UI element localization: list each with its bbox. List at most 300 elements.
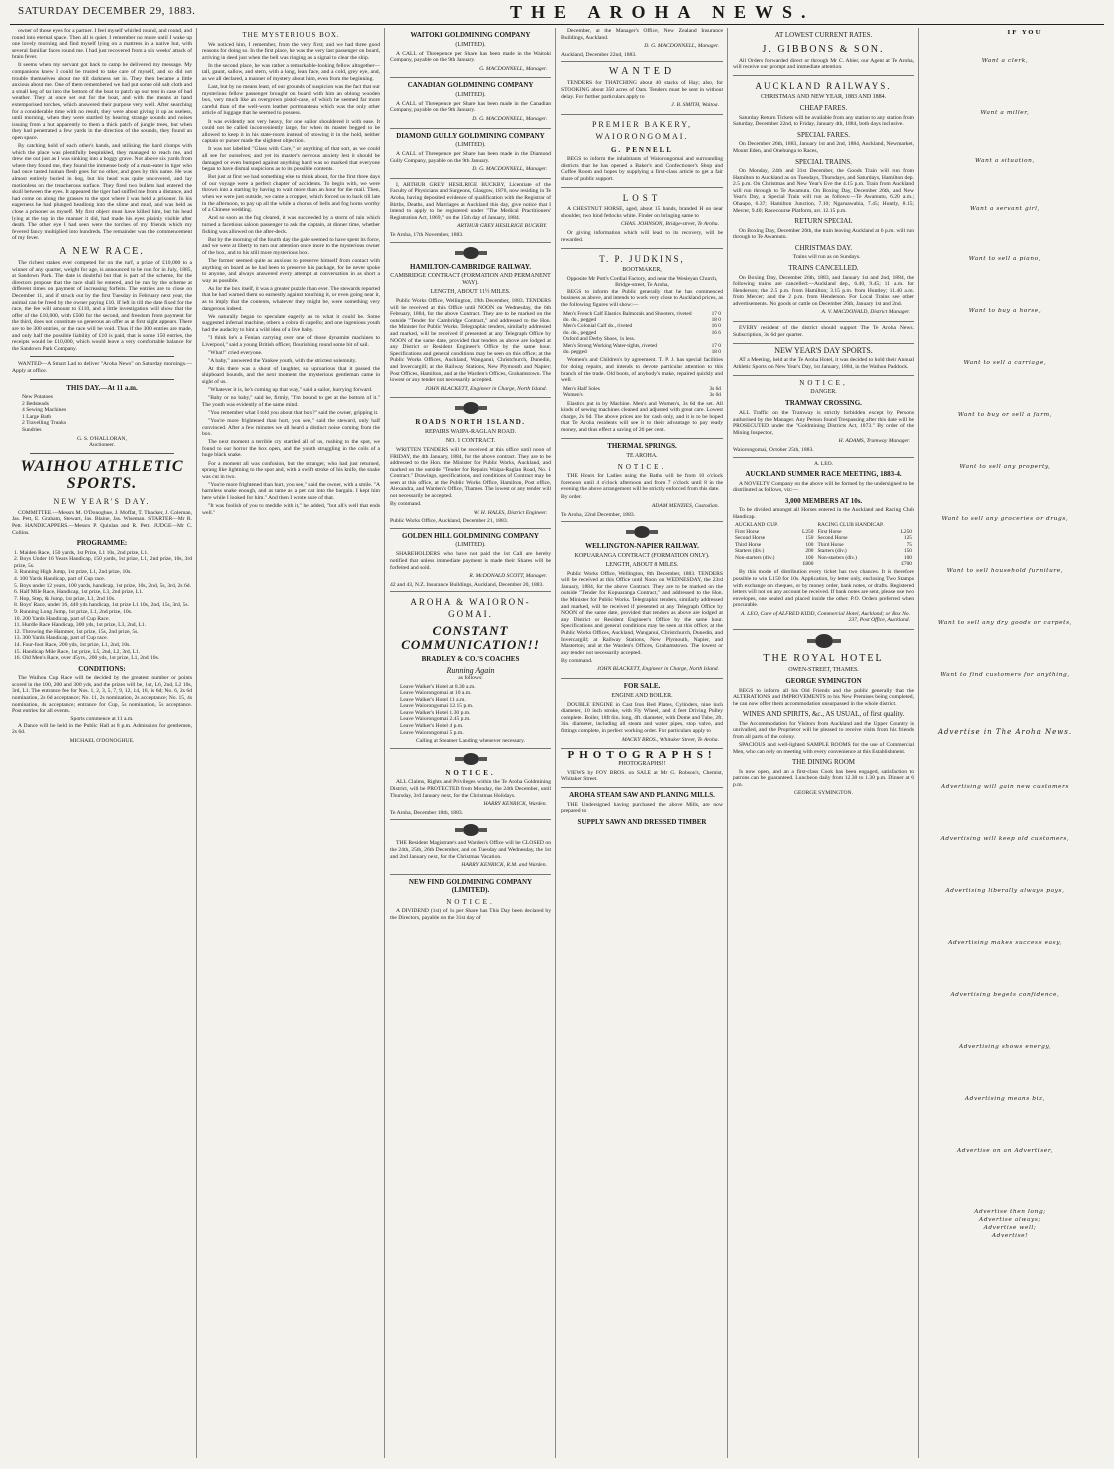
ad-subtitle: (LIMITED). bbox=[455, 142, 486, 149]
list-item: 14. Four-foot Race, 200 yds, 1st prize, L1, 2nd, 10s. bbox=[14, 641, 131, 648]
ad-members: 3,000 MEMBERS AT 10s. bbox=[784, 496, 863, 505]
crest-icon bbox=[453, 401, 489, 415]
want-line: Want to find customers for anything, bbox=[940, 672, 1070, 678]
divider bbox=[30, 453, 174, 454]
sports-heading: WAIHOU ATHLETIC SPORTS. bbox=[20, 457, 184, 492]
ad-address: Opposite Mr Pott's Cordial Factory, and near the Wesleyan Church, Bridge-street, Te Aroha, bbox=[566, 275, 718, 289]
ad-signature: CHAS. JOHNSON, Bridge-street, Te Aroha. bbox=[620, 221, 719, 228]
story-paragraph: By catching hold of each other's hands, and utilising the hard clumps with which the place was plentifully bespinkled, they managed to reach me, and drew me out just as I was sinking into a boggy grave. Not above six yards from where they found me, they found the immense body of a man-eater in tiger who had once tasted human flesh goes for no other, and goes by this name. He was almost entirely buried in bog, but his head was quite uncovered, and lay motionless on the treacherous surface. They fired two bullets had entered the skull between the eyes. It appeared the tiger had sniffed me from a distance, and had come on along the grasses to the spot where I was held a prisoner. In his eagerness he had plunged headlong into the slime and mud, and was held as close a prisoner as myself. My first object must have killed him, but his head lying at the top in the manner it did, had made his eyes plainly visible after death. The other eye I had seen were the torches of my friends which my fevered fancy multiplied into hundreds. The remainder was the commencement of my fever. bbox=[12, 143, 192, 242]
ad-contract: NO. 1 CONTRACT. bbox=[445, 437, 496, 444]
divider bbox=[30, 356, 174, 357]
ad-signature: H. ADAMS, Tramway Manager. bbox=[838, 438, 910, 445]
cell: 150 bbox=[805, 535, 814, 542]
cell: Starters (div.) bbox=[735, 548, 765, 555]
ad-command: By command. bbox=[561, 657, 593, 664]
price-value: 3s 0d bbox=[709, 392, 721, 399]
ad-for-sale bbox=[561, 682, 723, 749]
ad-auckland-railways bbox=[733, 80, 914, 322]
cell: 100 bbox=[805, 554, 814, 561]
column-6 bbox=[930, 28, 1110, 1458]
ad-royal-hotel bbox=[733, 653, 914, 797]
cell: 100 bbox=[805, 541, 814, 548]
newspaper-title: THE AROHA NEWS. bbox=[510, 2, 815, 22]
ad-body: WRITTEN TENDERS will be received at this office until noon of FRIDAY, the 4th January, 1884, for the above contract. They are to be addressed to the Hon. the Minister for Public Works, Auckland, and marked on the outside "Tender for Repairs Waipa-Raglan Road, No. 1 Contract." Drawings, specifications, and conditions of Contract may be seen at this office, at the Public Works Office, Hamilton, Post office, Alexandra, and Warden's Office, Thames. The lowest or any tender will not necessarily be accepted. bbox=[390, 446, 551, 500]
want-line: Want a miller, bbox=[980, 110, 1030, 116]
leo-sig: A. LEO. bbox=[813, 460, 834, 467]
want-line: Want a clerk, bbox=[981, 58, 1029, 64]
ad-as-follows: as follows: bbox=[458, 674, 483, 681]
auction-list bbox=[22, 394, 192, 434]
secretary: MICHAEL O'DONOGHUE. bbox=[69, 737, 135, 744]
ad-signature: D. G. MACDONNELL, Manager. bbox=[472, 115, 547, 122]
ad-canadian bbox=[390, 81, 551, 128]
sports-day: NEW YEAR'S DAY. bbox=[53, 496, 151, 506]
list-item: 16. Old Men's Race, over 45yrs., 200 yds, 1st prize, L1, 2nd 10s. bbox=[14, 655, 160, 662]
ad-title: HAMILTON-CAMBRIDGE RAILWAY. bbox=[410, 262, 531, 271]
story-paragraph: It seems when my servant got back to camp he delivered my message. My companions knew I could be trusted to take care of myself, and so did not trouble themselves about me till darkness set in. They then became a little anxious about me. One of them remembered we had put some old salt cloth and a small keg of tar into the bottom of the boat to patch up our tent in case of bad weather. They at once set out for the boat, and with the means at hand extemporised torches, which answered their purpose very well. After searching for a considerable time with no result, they were about giving it up as useless, until morning, when they were startled by hearing strange sounds and noises issuing from a hut apparently to them a thick patch of jungle trees, but when they had penetrated a few yards in the direction of the sounds, they found an open space. bbox=[12, 62, 192, 141]
ad-subtitle: OWEN-STREET, THAMES. bbox=[788, 667, 859, 674]
list-item: 1 Large Bath bbox=[22, 413, 52, 420]
crest-icon bbox=[453, 823, 489, 837]
cell: First Horse bbox=[817, 528, 842, 535]
ad-title: PHOTOGRAPHS! bbox=[567, 749, 717, 762]
ad-judkins bbox=[561, 253, 723, 439]
ad-subtitle: (LIMITED). bbox=[455, 91, 486, 98]
cell: L250 bbox=[802, 528, 814, 535]
race-paragraph: The richest stakes ever competed for on the turf, a prize of £10,000 to a winner of any quarter, weight for age, is announced to be run for in July, 1885, at Sandown Park. The date is doubtful but that is part of the scheme, for the directors propose that the race shall be entered, and be run by the scheme at different times on payment of increasing forfeits. The entries are to close on December 11, and if struck out by the first Tuesday in February next year, the animal can be freed by the owner paying £10. If left in till the date fixed for the race, the fee will amount to £110, and a little investigation will show that the offer of the £10,000, with £500 for the second, and freedom from payment for the third, does not constitute so generous an offer as at first sight appears. There are to be 300 entries, or the race will be void. Thus if the 300 entries are made, and only half the possible liability of £10 is paid, that is some 150 entries, the receipts would be £10,000, which would leave a very comfortable balance for the Sandown Park Company. bbox=[12, 260, 192, 352]
list-item: New Potatoes bbox=[22, 394, 53, 400]
ad-body: On Boxing Day, December 26th, the train leaving Auckland at 6 p.m. will run through to Te Awamutu. bbox=[733, 227, 914, 241]
price-value: 18 0 bbox=[711, 349, 721, 355]
ad-napier-railway bbox=[561, 542, 723, 679]
cell: Second Horse bbox=[817, 535, 848, 542]
list-item: 3. Running High Jump, 1st prize, L1, 2nd prize, 10s. bbox=[14, 569, 132, 576]
race-heading: A NEW RACE. bbox=[59, 246, 145, 257]
story-paragraph: We noticed him, I remember, from the very first; and we had three good reasons for doing so. In the first place, he was the very last passenger on board, arriving in deed just when the bell was ringing as a signal to clear the ship. bbox=[202, 41, 380, 61]
divider bbox=[30, 379, 174, 380]
timetable-row: Leave Walker's Hotel 1.30 p.m. bbox=[400, 709, 471, 716]
ad-date: Public Works Office, Auckland, December 21, 1883. bbox=[390, 518, 509, 525]
cell: 100 bbox=[903, 554, 912, 561]
column-header: AUCKLAND CUP. bbox=[735, 522, 778, 529]
ad-body: BEGS to inform the inhabitants of Waiorongomai and surrounding districts that he has opened a Baker's and Confectioner's Shop and Coffee Room and hopes by supplying a first-class article to get a fair share of public support. bbox=[561, 156, 723, 183]
ad-signature: W. H. HALES, District Engineer. bbox=[473, 509, 547, 516]
ad-lost bbox=[561, 192, 723, 248]
ad-body: A CALL of Threepence per Share has been made in the Canadian Company, payable on the 9th January. bbox=[390, 100, 551, 114]
ad-body: VIEWS by FOY BROS. on SALE at Mr G. Robson's, Chemist, Whitaker Street. bbox=[561, 769, 723, 783]
auction-heading: THIS DAY.—At 11 a.m. bbox=[66, 383, 138, 392]
crest-icon bbox=[624, 525, 660, 539]
ad-body: THE Hours for Ladies using the Baths will be from 10 o'clock forenoon until 4 o'clock afternoon and from 7 o'clock until 8 in the evening the above arrangement will be strictly enforced from this date. bbox=[561, 473, 723, 493]
section-heading: CHEAP FARES. bbox=[799, 104, 848, 113]
ad-signature: A. LEO, Care of ALFRED KIDD, Commercial Hotel, Auckland; or Box No. 237, Post Office, Auckland. bbox=[740, 610, 910, 624]
story-title: THE MYSTERIOUS BOX. bbox=[242, 31, 340, 39]
section-heading: CHRISTMAS DAY. bbox=[794, 243, 853, 252]
price-item: do. pegged bbox=[563, 349, 587, 355]
want-line: Advertise then long; Advertise always; Advertise well; Advertise! bbox=[974, 1209, 1046, 1239]
programme-list bbox=[14, 550, 192, 662]
section-heading: TRAINS CANCELLED. bbox=[788, 264, 859, 272]
ad-date: Te Aroha, 17th November, 1883. bbox=[390, 232, 464, 238]
ad-body: On December 26th, 1883, January 1st and 2nd, 1884, Auckland, Newmarket, Mount Eden, and Onehunga to Races, bbox=[733, 141, 914, 154]
column-rule bbox=[918, 28, 919, 1458]
list-item: 1. Maiden Race, 150 yards, 1st Prize, L1 10s, 2nd prize, L1. bbox=[14, 549, 149, 556]
cell: Second Horse bbox=[735, 535, 766, 542]
ad-title: THERMAL SPRINGS. bbox=[607, 442, 677, 451]
cell: Non-starters (div.) bbox=[817, 554, 857, 561]
list-item: 2 Travelling Trunks bbox=[22, 420, 67, 427]
ad-subtitle: REPAIRS WAIPA-RAGLAN ROAD. bbox=[425, 428, 516, 435]
ad-warden-notice bbox=[390, 769, 551, 820]
want-line: Want to sell household furniture, bbox=[946, 568, 1064, 574]
ad-body: A DIVIDEND (1st) of 1s per Share has This Day been declared by the Directors, payable on the 31st day of bbox=[390, 908, 551, 921]
ad-body: I, ARTHUR GREY HESILRIGE BUCKBY, Licentiate of the Faculty of Physicians and Surgeons, Glasgow, 1876, now residing in Te Aroha, having deposited evidence of qualification with the Registrar of Births, Deaths, and Marriages at Auckland this day, give notice that I intend to apply to be registered under "The Medical Practitioners' Registration Act, 1869," on the 15th day of January, 1884. bbox=[390, 181, 551, 221]
ad-wines: WINES AND SPIRITS, &c., AS USUAL, of first quality. bbox=[742, 710, 905, 719]
story-paragraph: We naturally began to speculate eagerly as to what it could be. Some suggested infernal machine, others a cobra di capello; and one ingenious youth had the audacity to hint a wild idea of a live baby. bbox=[202, 313, 380, 333]
want-line: Want to sell a carriage, bbox=[963, 360, 1047, 366]
crest-icon bbox=[453, 752, 489, 766]
timetable-row: Leave Waiorongomai at 10 a.m. bbox=[400, 690, 472, 697]
ad-title: AROHA & WAIORON-GOMAI. bbox=[410, 597, 531, 620]
ad-reward: Or giving information which will lead to its recovery, will be rewarded. bbox=[561, 229, 723, 243]
ad-title: WELLINGTON-NAPIER RAILWAY. bbox=[585, 542, 699, 551]
list-item: 7. Hop, Step, & Jump, 1st prize, L1, 2nd 10s. bbox=[14, 595, 116, 602]
price-item: Men's Half Soles bbox=[563, 385, 600, 392]
column-rule bbox=[727, 28, 728, 1458]
want-line: Advertising means biz, bbox=[964, 1096, 1046, 1102]
price-table bbox=[561, 386, 723, 399]
total: £800 bbox=[802, 560, 814, 567]
table-row bbox=[561, 349, 723, 355]
ad-subtitle: KOPUARANGA CONTRACT (FORMATION ONLY). bbox=[574, 552, 710, 559]
ad-body: The Accommodation for Visitors from Auckland and the Upper Country is unrivalled, and the Proprietor will be pleased to receive visits from his friends from all parts of the colony. bbox=[733, 720, 914, 741]
ad-order: By order. bbox=[561, 494, 582, 501]
list-item: 4 Sewing Machines bbox=[22, 407, 67, 414]
story-paragraph: "What!" cried everyone. bbox=[208, 349, 263, 356]
ad-place: TE AROHA. bbox=[626, 452, 658, 459]
ad-summer-races bbox=[733, 470, 914, 630]
ad-title: ROADS NORTH ISLAND. bbox=[415, 418, 526, 427]
ad-signature: ARTHUR GREY HESILRIGE BUCKBY. bbox=[457, 223, 547, 230]
list-item: 5. Boys under 12 years, 100 yards, handicap, 1st prize, 10s, 2nd, 5s, 3rd, 2s 6d. bbox=[14, 582, 191, 589]
price-value: 17 0 bbox=[711, 310, 721, 317]
ad-title: NEW FIND GOLDMINING COMPANY (LIMITED). bbox=[408, 877, 533, 895]
ad-title: NOTICE, bbox=[799, 378, 848, 387]
price-item: do. do., pegged bbox=[563, 316, 597, 323]
ad-body: A NOVELTY Company on the above will be formed by the undersigned to be distributed as follows, viz:— bbox=[733, 480, 914, 494]
ad-notice: NOTICE. bbox=[617, 462, 667, 471]
ad-body: Trains will run as on Sundays. bbox=[792, 254, 861, 261]
ad-body: Public Works Office, Wellington, 8th December, 1883. TENDERS will be received at this Office until Noon on WEDNESDAY, the 23rd January, 1884, for the above Contract. They are to be marked on the outside "Tender for Kopuaranga Contract," and addressed to the Hon. the Minister for Public Works. Telegraphic tenders, similarly addressed and marked, will be received if presented at any Telegraph Office by NOON of the same date, provided that tenders as above are lodged at any District or Resident Engineer's Office by the same hour. Specifications and general conditions may be seen at this office; at the Public Works Offices, Auckland, Wanganui, Christchurch, Dunedin, and Invercargill; at Railway Stations, New Plymouth, Napier, and Masterton; and at the Warden's Offices, Grahamstown. The lowest or any tender not necessarily accepted. bbox=[561, 570, 723, 656]
ad-signature: GEORGE SYMINGTON. bbox=[794, 790, 853, 797]
ad-subtitle: (LIMITED). bbox=[455, 41, 486, 48]
want-line: Advertising will keep old customers, bbox=[940, 836, 1070, 842]
ad-signature: HARRY KENRICK, Warden. bbox=[483, 801, 547, 808]
ad-title: AUCKLAND RAILWAYS. bbox=[755, 81, 892, 92]
list-item: 10. 200 Yards Handicap, part of Cup Race. bbox=[14, 615, 110, 622]
ad-title: WANTED bbox=[608, 66, 676, 78]
price-item: Women's bbox=[563, 392, 583, 399]
ad-body: Saturday Return Tickets will be available from any station to any station from Saturday, December 22nd, to Friday, January 4th, 1884, both days inclusive. bbox=[733, 114, 914, 128]
ad-tramway bbox=[733, 379, 914, 458]
ad-title: AUCKLAND SUMMER RACE MEETING, 1883-4. bbox=[745, 470, 902, 479]
price-value: 16 0 bbox=[711, 323, 721, 330]
ad-body: On Boxing Day, December 26th, 1883, and January 1st and 2nd, 1884, the following trains are cancelled:—Auckland dep., 6.40, 9.45; 11 a.m. for Henderson; the 2.5 p.m. from Hamilton; 3.15 p.m. from Huntley; 11.40 a.m. from Mercer; and the 2 p.m. from Henderson. For Local Trains see other advertisements. No goods or cattle on December 26th, January 1st and 2nd. bbox=[733, 274, 914, 307]
price-value: 17 0 bbox=[711, 342, 721, 349]
start-time: Sports commence at 11 a.m. bbox=[70, 716, 134, 723]
price-item: Men's Colonial Calf do., riveted bbox=[563, 323, 633, 330]
want-line: Want to sell a piano, bbox=[968, 256, 1042, 262]
ad-length: LENGTH, ABOUT 8 MILES. bbox=[605, 561, 679, 568]
story-paragraph: It was not labelled "Glass with Care," or anything of that sort, as we could all see for ourselves; and yet its master's nervous anxiety lest it should be damaged or even bumped against anything hard was so marked that everyone began to have dismal suspicions as to its possible contents. bbox=[202, 146, 380, 173]
list-item: 4. 100 Yards Handicap, part of Cup race. bbox=[14, 576, 106, 582]
story-paragraph: "Whatever it is, he's coming up that way," said a sailor, hurrying forward. bbox=[208, 387, 373, 394]
ad-title: DIAMOND GULLY GOLDMINING COMPANY bbox=[396, 131, 545, 140]
ad-signature: HARRY KENRICK, R.M. and Warden. bbox=[461, 862, 547, 869]
ad-dining: THE DINING ROOM bbox=[792, 758, 855, 767]
list-item: 11. Hurdle Race Handicap, 300 yds, 1st prize, L3, 2nd, L1. bbox=[14, 622, 146, 629]
prize-table bbox=[733, 522, 914, 567]
ad-title: GOLDEN HILL GOLDMINING COMPANY bbox=[402, 531, 539, 540]
ad-command: By command. bbox=[390, 501, 422, 508]
ad-signature: MACKY BROS., Whitaker Street, Te Aroha. bbox=[621, 736, 719, 743]
dance-notice: A Dance will be held in the Public Hall at 8 p.m. Admission for gentlemen, 2s 6d. bbox=[12, 722, 192, 736]
ad-body: THE Resident Magistrate's and Warden's Office will be CLOSED on the 24th, 25th, 26th December, and on Tuesday and Wednesday, the 1st and 2nd January next, for the Christmas Vacation. bbox=[390, 840, 551, 860]
auctioneer-name: G. S. O'HALLORAN, bbox=[77, 435, 127, 442]
table-total bbox=[733, 561, 914, 567]
story-paragraph: The next moment a terrible cry startled all of us, rushing to the spot, we found to our horror the box open, and the youth struggling in the coils of a huge black snake. bbox=[202, 439, 380, 459]
column-3 bbox=[390, 28, 551, 1458]
want-line: Advertising makes success easy, bbox=[948, 940, 1062, 946]
ad-name: GEORGE SYMINGTON bbox=[785, 677, 862, 686]
ad-buckby bbox=[390, 182, 551, 243]
cell: L250 bbox=[900, 528, 912, 535]
ad-body: A CHESTNUT HORSE, aged, about 15 hands, branded H on near shoulder, two hind fetlocks white. Finder on bringing same to bbox=[561, 206, 723, 219]
ad-coaches bbox=[390, 596, 551, 748]
cell: First Horse bbox=[735, 528, 760, 535]
ad-body: A CALL of Threepence per Share has been made in the Diamond Gully Company, payable on the 9th January. bbox=[390, 151, 551, 164]
ad-title: NEW YEAR'S DAY SPORTS. bbox=[774, 345, 873, 355]
ad-body: To be divided amongst all Horses entered in the Auckland and Racing Club Handicap. bbox=[733, 507, 914, 520]
auctioneer-title: Auctioneer. bbox=[89, 442, 115, 449]
timetable-row: Leave Waiorongomai 2.45 p.m. bbox=[400, 716, 471, 723]
timetable-row: Leave Walker's Hotel 4 p.m. bbox=[400, 723, 464, 730]
ad-title: CANADIAN GOLDMINING COMPANY bbox=[407, 81, 534, 90]
ad-body: ALL Claims, Rights and Privileges within the Te Aroha Goldmining District, will be PROTECTED from Monday, the 24th December, until Thursday, 3rd January next, for the Christmas Holidays. bbox=[390, 779, 551, 799]
conditions-heading: CONDITIONS: bbox=[78, 664, 126, 673]
conditions-text: The Waihou Cup Race will be decided by the greatest number or points scored in the 100, 200 and 300 yds, and the prizes will be, 1st, L6, 2nd, L2 10s, 3rd, L1. The entrance fee for Nos. 1, 2, 3, 5, 7, 9, 12, 14, 16, is 6d; No. 6, 2s 6d nomination, 2s 6d acceptance; No. 11, 2s nomination, 2s acceptance; No. 15, 4s nomination, 4s acceptance; entrance for Cup, 5s nomination, 5s acceptance. Post entries for all events. bbox=[12, 675, 192, 715]
ad-hamilton-railway bbox=[390, 263, 551, 399]
ad-body: ALL Traffic on the Tramway is strictly forbidden except by Persons authorised by the Manager. Any Person found Trespassing after this date will be PROSECUTED under the "Goldmining Districts Act, 1873." By order of the Mining Inspector, bbox=[733, 409, 914, 436]
ad-subtitle: CHRISTMAS AND NEW YEAR, 1883 AND 1884. bbox=[760, 94, 887, 101]
ad-subscribe bbox=[733, 325, 914, 344]
section-heading: SPECIAL FARES. bbox=[797, 130, 850, 139]
ad-signature: ADAM MENZIES, Custodian. bbox=[651, 502, 719, 509]
ad-body: BEGS to inform all his Old Friends and the public generally that the ALTERATIONS and IMPROVEMENTS to his New Premises being completed, he can now offer them accommodation unsurpassed in the whole district. bbox=[733, 687, 914, 707]
section-heading: RETURN SPECIAL bbox=[794, 217, 853, 226]
want-line: Want to sell any property, bbox=[959, 464, 1051, 470]
ad-name: G. PENNELL bbox=[610, 145, 673, 154]
story-paragraph: "I think he's a Fenian carrying over one of those dynamite machines to Liverpool," said a young British officer, flourishing round some bit of sail. bbox=[202, 334, 380, 348]
ad-title: THE ROYAL HOTEL bbox=[763, 653, 884, 665]
timetable-row: Leave Waiorongomai 5 p.m. bbox=[400, 729, 464, 736]
ad-body: DOUBLE ENGINE in Cast Iron Bed Plates, Cylinders, nine inch diameter, 10 inch stroke, with Fly Wheel, and 4 feet Driving Pulley complete. Boiler, 18ft 6in. long, 4ft. diameter, with Dome and Tube, 2ft. 3in. diameter, including all steam and water pipes, stop valve, and fittings complete, in perfect working order. For particulars apply to bbox=[561, 701, 723, 734]
ad-signature: D. G. MACDONNELL, Manager. bbox=[472, 166, 547, 173]
ad-body: EVERY resident of the district should support The Te Aroha News. Subscription, 3s 6d per quarter. bbox=[733, 325, 914, 338]
price-item: Men's Strong Working Water-tights, riveted bbox=[563, 342, 657, 349]
story-paragraph: But by the morning of the fourth day the gale seemed to have spent its force, and we were at liberty to turn our attention once more to the mysterious owner of the box, and to his still more mysterious box. bbox=[202, 236, 380, 256]
rates-line: AT LOWEST CURRENT RATES. bbox=[774, 31, 873, 39]
ad-body: SPACIOUS and well-lighted SAMPLE ROOMS for the use of Commercial Men, who can rely on meeting with every convenience at this Establishment. bbox=[733, 742, 914, 755]
ad-signature: G. MACDONNELL, Manager. bbox=[479, 65, 547, 72]
ad-subtitle: PHOTOGRAPHS!! bbox=[618, 760, 666, 767]
want-line: Want to sell any groceries or drugs, bbox=[941, 516, 1069, 522]
story-paragraph: "You're more frightened than hurt, you see," said the owner, with a smile. "A harmless snake enough, and as tame as a pet cat into the bargain. I kept him here while I looked for him." And then I wrote sure of that. bbox=[202, 481, 380, 501]
royal-crest-icon bbox=[806, 633, 842, 649]
list-item: 15. Handicap Mile Race, 1st prize, L5, 2nd, L2, 3rd, L1. bbox=[14, 648, 141, 655]
ad-nyd-sports bbox=[733, 347, 914, 376]
list-item: 2 Bedsteads bbox=[22, 400, 49, 407]
price-item: Oxford and Derby Shoes, 1s less. bbox=[563, 336, 636, 343]
cell: 125 bbox=[903, 535, 912, 542]
column-1 bbox=[12, 28, 192, 1458]
ad-date: Auckland, December 22nd, 1883. bbox=[561, 51, 637, 58]
price-table bbox=[561, 311, 723, 356]
ad-body: A CALL of Threepence per Share has been made in the Waitoki Company, payable on the 9th January. bbox=[390, 50, 551, 64]
column-rule bbox=[384, 28, 385, 1458]
story-paragraph: "You remember what I told you about that box?" said the owner, gripping it. bbox=[208, 409, 379, 416]
committee: COMMITTEE.—Messrs M. O'Donoghue, J. Moffat, T. Thacker, J. Coleman, Jas. Pett, E. Graham, Stewart, Jas. Blaine, Jas. Wiseman. STARTER—Mr R. Pett. HANDICAPPERS.—Messrs P. Quinlan and R. Pett. JUDGE—Mr C. Collins. bbox=[12, 509, 192, 536]
ad-roads bbox=[390, 418, 551, 529]
ad-body: Women's and Children's by agreement. T. P. J. has special facilities for doing repairs, and intends to devote particular attention to this branch of the trade. Old boots, of anybody's make, repaired quickly and well. bbox=[561, 357, 723, 384]
ad-subtitle: (LIMITED). bbox=[455, 542, 486, 549]
ad-new-find bbox=[390, 878, 551, 922]
cell: Starters (div.) bbox=[817, 548, 847, 555]
story-paragraph: But just at first we had something else to think about, for the first three days of our voyage were a perfect chapter of accidents. To begin with, we were thrown into a starting by having to wait more than an hour for the mail. Then, when we were just outside, we came a cropper, which forced us to back till late in the afternoon, to pay up all the while a chorus of bells and fog horns worthy of a Chinese wedding. bbox=[202, 174, 380, 214]
timetable-row: Leave Walker's Hotel at 8.30 a.m. bbox=[400, 683, 476, 690]
ad-subtitle: BOOTMAKER, bbox=[622, 266, 662, 273]
ad-title: T. P. JUDKINS, bbox=[599, 253, 685, 264]
story-paragraph: In the second place, he was rather a remarkable-looking fellow altogether—tall, gaunt, sallow, and stern, with a long, lean face, and a cold, grey eye, and, as we all declared, a manner of mystery about him, even from the beginning. bbox=[202, 62, 380, 82]
ad-signature: R. McDONALD SCOTT, Manager. bbox=[469, 573, 547, 580]
want-line: Advertising shows energy, bbox=[958, 1044, 1052, 1050]
timetable bbox=[400, 684, 551, 737]
ad-firm: BRADLEY & CO.'S COACHES bbox=[421, 655, 520, 664]
ad-body: Is now open, and an a first-class Cook has been engaged, satisfaction to patrons can be guaranteed. Luncheon daily from 12.30 to 1.30 p.m. Dinner at 6 p.m. bbox=[733, 768, 914, 788]
ad-body: By this mode of distribution every ticket has two chances. It is therefore possible to win L150 for 10s. Application, by letter only, enclosing Two Stamps with exchange on cheques, or by money order, bank notes, or drafts. Registered letters will not on any account be received. If bank notes are sent, please use two envelopes, one sealed and placed inside the other. P.O. Orders preferred when procurable. bbox=[733, 569, 914, 609]
column-header: RACING CLUB HANDICAP. bbox=[817, 522, 884, 529]
cell: Third Horse bbox=[817, 541, 844, 548]
story-paragraph: Last, but by no means least, of our grounds of suspicion was the fact that our mysterious fellow passenger brought on board with him an oblong wooden box, very much like an overgrown pistol-case, of which he seemed far more careful than of the well-worn leather portmanteau which was the only other article of luggage that he seemed to possess. bbox=[202, 84, 380, 117]
ad-title: J. GIBBONS & SON. bbox=[762, 43, 885, 55]
ad-thermal bbox=[561, 442, 723, 522]
ad-waitoki bbox=[390, 31, 551, 78]
list-item: 8. Boys' Race, under 16, 440 yds handicap, 1st prize L1 10s, 2nd, 15s, 3rd, 5s. bbox=[14, 602, 190, 609]
ad-diamond-gully bbox=[390, 132, 551, 179]
ad-body: Elastics put in by Machine. Men's and Women's, 3s 6d the set. All kinds of sewing machines cleaned and adjusted with great care. Lowest charge, 2s 6d. The above prices are for cash only, and it is to be hoped that Te Aroha residents will see it to their advantage to pay ready money, and thus effect a saving of 20 per cent. bbox=[561, 400, 723, 433]
want-line: Advertise in The Aroha News. bbox=[937, 728, 1073, 736]
ad-length: LENGTH, ABOUT 11½ MILES. bbox=[430, 289, 511, 296]
ad-body: On Monday, 24th and 31st December, the Goods Train will run from Hamilton to Auckland as on Tuesdays, Thursdays, and Saturdays, Hamilton dep. 2.5 p.m. On Christmas and New Year's Eve the 4.15 p.m. Train from Auckland will run through to Te Awamutu. On Boxing Day, December 26th, and New Year's Day, a Special Train will run as follows:—Te Awamutu, 6.20 a.m.; Ohaupo, 6.37; Hamilton Junction, 7.10; Ngaruawahia, 7.45; Huntly, 8.15; Mercer, 9.40; Racecourse Platform, arr. 12.15 p.m. bbox=[733, 168, 914, 214]
story-paragraph: It was evidently not very heavy, for one sailor shouldered it with ease. It could not be called inconveniently large, for when its master begged to be allowed to keep it in his state-room instead of stowing it in the hold, neither captain or purser made the slightest objection. bbox=[202, 118, 380, 145]
masthead bbox=[10, 2, 1104, 25]
story-paragraph: And so soon as the fog cleared, it was succeeded by a storm of rain which turned a facetious saloon passenger to ask the captain, at dinner time, whether fishing was allowed on the after-deck. bbox=[202, 215, 380, 235]
list-item: Sundries bbox=[22, 426, 42, 433]
ad-title: LOST bbox=[622, 193, 662, 204]
story-paragraph: As for the box itself, it was a greater puzzle than ever. The stewards reported that he had warned them so earnestly against touching it, or even going near it, as to imply that the contents, whatever they might be, were something very dangerous indeed. bbox=[202, 285, 380, 312]
ad-golden-hill bbox=[390, 532, 551, 592]
story-paragraph: "You're more frightened than hurt, you see," said the steward, only half convinced. After a few minutes we all heard a distinct noise coming from the box. bbox=[202, 417, 380, 438]
ad-danger: DANGER. bbox=[810, 389, 837, 396]
ad-gibbons bbox=[733, 44, 914, 77]
ad-photographs bbox=[561, 749, 723, 788]
cell: Non-starters (div.) bbox=[735, 554, 775, 561]
ad-signature: D. G. MACDONNELL, Manager. bbox=[644, 43, 719, 50]
ad-title: PREMIER BAKERY, WAIORONGOMAI. bbox=[591, 119, 693, 141]
want-line: Want a servant girl, bbox=[970, 206, 1040, 212]
ad-signature: J. B. SMITH, Waitoa. bbox=[671, 102, 719, 109]
list-item: 6. Half Mile Race, Handicap, 1st prize, L3, 2nd prize, L1. bbox=[14, 589, 144, 596]
total: £700 bbox=[901, 560, 912, 567]
ad-running: Running Again bbox=[446, 665, 495, 675]
cell: 150 bbox=[903, 548, 912, 555]
ad-date: Te Aroha, 22nd December, 1883. bbox=[561, 511, 636, 518]
cell: 75 bbox=[906, 541, 912, 548]
ad-bakery bbox=[561, 119, 723, 188]
list-item: 2. Boys Under 16 Years Handicap, 150 yards, 1st prize, L1, 2nd prize, 10s, 3rd prize, 5s. bbox=[14, 556, 192, 569]
ad-address: 42 and 43, N.Z. Insurance Buildings, Auckland, December 20, 1883. bbox=[390, 581, 544, 588]
ad-title: FOR SALE. bbox=[623, 682, 661, 691]
ad-subtitle: CAMBRIDGE CONTRACT (FORMATION AND PERMANENT WAY). bbox=[390, 273, 551, 287]
ad-body: BEGS to inform the Public generally that he has commenced business as above, and intends to work very close to Auckland prices, as the following figures will show:— bbox=[561, 288, 723, 308]
programme-heading: PROGRAMME: bbox=[76, 539, 128, 548]
list-item: 13. 300 Yards Handicap, part of Cup race. bbox=[14, 635, 108, 642]
table-row bbox=[561, 392, 723, 398]
story-paragraph: "It was foolish of you to meddle with it," he added, "but all's well that ends well." bbox=[202, 503, 380, 516]
want-line: Want to buy a horse, bbox=[968, 308, 1042, 314]
ad-signature: JOHN BLACKETT, Engineer in Charge, North Island. bbox=[425, 385, 547, 392]
section-heading: SPECIAL TRAINS. bbox=[795, 157, 852, 166]
ad-title: NOTICE. bbox=[445, 768, 496, 777]
cell: 200 bbox=[805, 548, 814, 555]
column-4 bbox=[561, 28, 723, 1458]
want-line: Want a situation, bbox=[975, 158, 1035, 164]
ad-body: TENDERS for THATCHING about 40 stacks of Hay; also, for STOOKING about 350 acres of Oats. Tenders must be sent in without delay. For further particulars apply to bbox=[561, 80, 723, 100]
story-paragraph: "A baby," answered the Yankee youth, with the strictest solemnity. bbox=[208, 357, 357, 364]
price-item: do. do., pegged bbox=[563, 329, 597, 336]
ad-notice: NOTICE. bbox=[446, 897, 495, 906]
ad-subtitle: TRAMWAY CROSSING. bbox=[785, 399, 862, 408]
story-paragraph: For a moment all was confusion, but the stranger, who had just returned, sprang like lightning to the spot and, with a swift stroke of his knife, the snake was cut in two. bbox=[202, 460, 380, 480]
want-line: Advertising begets confidence, bbox=[950, 992, 1060, 998]
timetable-row: Leave Walker's Hotel 11 a.m. bbox=[400, 696, 466, 703]
want-line: Advertising liberally always pays, bbox=[945, 888, 1065, 894]
ad-magistrate bbox=[390, 840, 551, 874]
wanted-ad: WANTED—A Smart Lad to deliver "Aroha News" on Saturday mornings.—Apply at office. bbox=[12, 361, 192, 374]
want-line: Advertise on an Advertiser, bbox=[956, 1148, 1054, 1154]
column-5 bbox=[733, 28, 914, 1458]
ad-sawmill bbox=[561, 791, 723, 826]
ad-supply: SUPPLY SAWN AND DRESSED TIMBER bbox=[577, 818, 707, 827]
ad-date: Te Aroha, December 18th, 1883. bbox=[390, 809, 464, 816]
ad-macdonnell-cont bbox=[561, 28, 723, 62]
ad-signature: JOHN BLACKETT, Engineer in Charge, North Island. bbox=[597, 666, 719, 673]
ad-title: AROHA STEAM SAW AND PLANING MILLS. bbox=[569, 791, 715, 800]
ad-date: Waiorongomai, October 25th, 1883. bbox=[733, 446, 814, 453]
timetable-row: Leave Waiorongomai 12.15 p.m. bbox=[400, 703, 474, 710]
price-item: Men's French Calf Elastics Balmorals and Shooters, riveted bbox=[563, 310, 692, 317]
ad-body: December, at the Manager's Office, New Zealand Insurance Buildings, Auckland. bbox=[561, 28, 723, 41]
